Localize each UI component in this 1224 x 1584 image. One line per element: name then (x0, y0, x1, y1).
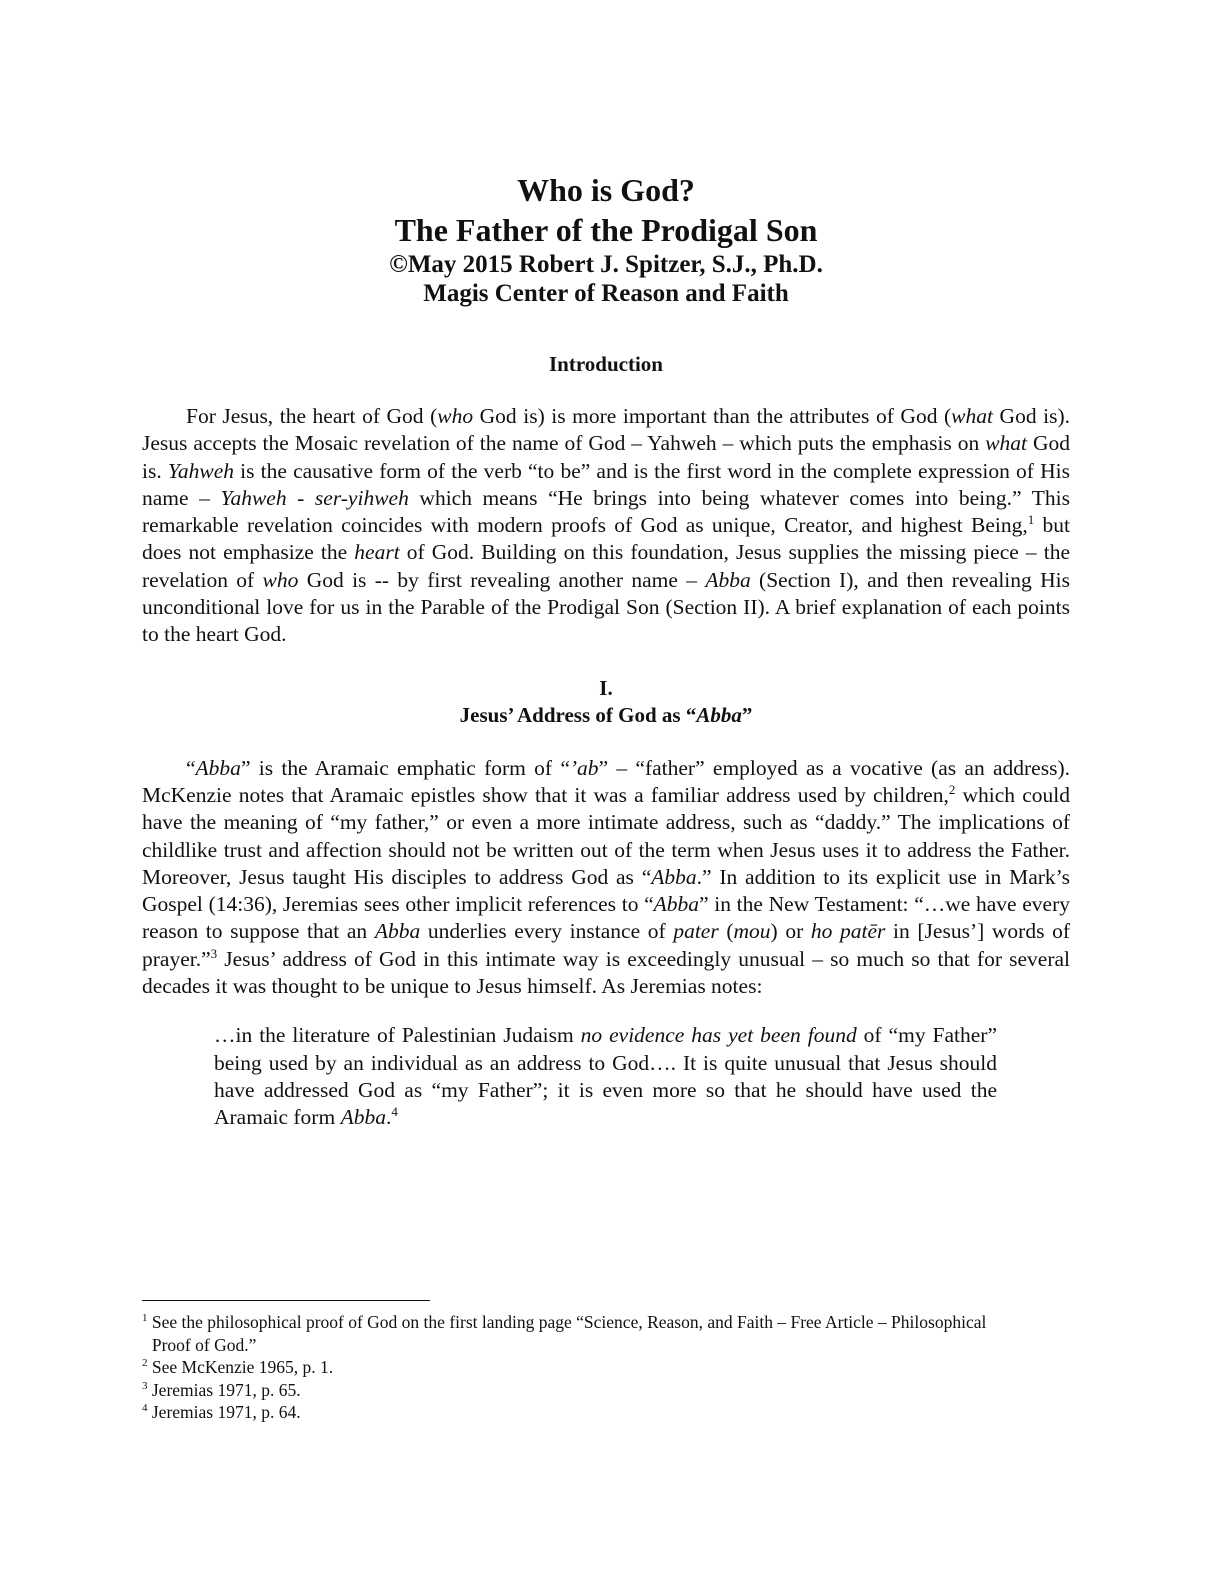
section-number: I. (599, 675, 613, 700)
footnote-ref-1: 1 (1027, 512, 1035, 528)
title-main: Who is God? (517, 172, 695, 208)
introduction-paragraph: For Jesus, the heart of God (who God is) is more important than the attributes of God (what God is). Jesus accepts the Mosaic revelation of the name of God – Yahweh – which puts the emphasis on what God is. Yahweh is the causative form of the verb “to be” and is the first word in the complete expression of His name – Yahweh - ser-yihweh which means “He brings into being whatever comes into being.” This remarkable revelation coincides with modern proofs of God as unique, Creator, and highest Being,$^1$ but does not emphasize the heart of God. Building on this foundation, Jesus supplies the missing piece – the revelation of who God is -- by first revealing another name – Abba (Section I), and then revealing His unconditional love for us in the Parable of the Prodigal Son (Section II). A brief explanation of each points to the heart God. (142, 404, 1071, 647)
footnote-ref-4: 4 (391, 1104, 398, 1120)
footnote-ref-2: 2 (948, 781, 956, 797)
author-copyright: ©May 2015 Robert J. Spitzer, S.J., Ph.D. (389, 251, 823, 278)
title-block (142, 170, 1070, 308)
block-quote: …in the literature of Palestinian Judaism no evidence has yet been found of “my Father” being used by an individual as an address to God…. It is quite unusual that Jesus should have addressed God as “my Father”; it is even more so that he should have used the Aramaic form Abba.$^4$ (214, 1023, 998, 1130)
footnote-4: $^4$ Jeremias 1971, p. 64. (142, 1402, 301, 1422)
section-1-heading (142, 675, 1070, 729)
section-title: Jesus’ Address of God as “Abba” (459, 702, 753, 727)
footnote-2: $^2$ See McKenzie 1965, p. 1. (142, 1357, 334, 1377)
section-1-paragraph: “Abba” is the Aramaic emphatic form of “’ab” – “father” employed as a vocative (as an address). McKenzie notes that Aramaic epistles show that it was a familiar address used by children,$^2$ which could have the meaning of “my father,” or even a more intimate address, such as “daddy.” The implications of childlike trust and affection should not be written out of the term when Jesus uses it to address the Father. Moreover, Jesus taught His disciples to address God as “Abba.” In addition to its explicit use in Mark’s Gospel (14:36), Jeremias sees other implicit references to “Abba” in the New Testament: “…we have every reason to suppose that an Abba underlies every instance of pater (mou) or ho patēr in [Jesus’] words of prayer.”$^3$ Jesus’ address of God in this intimate way is exceedingly unusual – so much so that for several decades it was thought to be unique to Jesus himself. As Jeremias notes: (142, 755, 1071, 999)
organization: Magis Center of Reason and Faith (423, 280, 789, 307)
title-subtitle: The Father of the Prodigal Son (394, 212, 818, 248)
footnote-1: $^1$ See the philosophical proof of God on the first landing page “Science, Reason, and Faith – Free Article – Philosophical Proof of God.” (142, 1312, 987, 1355)
footnote-divider (142, 1300, 430, 1301)
footnote-3: $^3$ Jeremias 1971, p. 65. (142, 1379, 301, 1400)
footnotes (142, 1311, 1070, 1424)
footnote-ref-3: 3 (210, 945, 218, 961)
document-page (142, 170, 1070, 1132)
introduction-heading: Introduction (549, 352, 663, 376)
